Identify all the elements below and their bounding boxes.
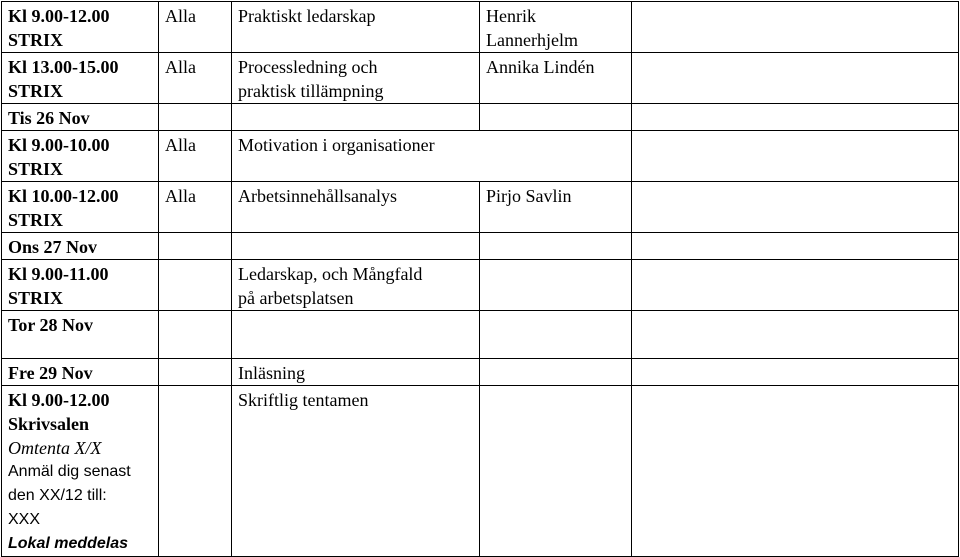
audience-cell: Alla [159,182,232,233]
empty-cell [159,104,232,131]
topic-cell [232,131,632,182]
day-text: Ons 27 Nov [8,237,98,257]
topic-cell [232,359,480,386]
day-heading [2,359,159,386]
empty-cell [159,233,232,260]
schedule-row [2,182,959,233]
empty-cell [632,233,959,260]
location-text: STRIX [8,30,64,50]
time-text: Kl 9.00-10.00 [8,135,110,155]
location-note: Lokal meddelas [8,535,129,552]
exam-cell [2,386,159,557]
lecturer-text: Annika Lindén [486,57,595,77]
retake-note: Omtenta X/X [8,438,102,458]
topic-cell [232,53,480,104]
lecturer-text: Lannerhjelm [486,30,578,50]
lecturer-text: Henrik [486,6,536,26]
empty-cell [632,2,959,53]
topic-text: Arbetsinnehållsanalys [238,186,397,206]
empty-cell [632,182,959,233]
lecturer-text: Pirjo Savlin [486,186,572,206]
empty-cell [480,233,632,260]
empty-cell [159,359,232,386]
location-text: STRIX [8,288,64,308]
topic-cell [232,311,480,359]
empty-cell [632,53,959,104]
time-text: Kl 9.00-11.00 [8,264,109,284]
audience-cell: Alla [159,131,232,182]
empty-cell [232,233,480,260]
location-text: STRIX [8,210,64,230]
lecturer-cell [480,53,632,104]
topic-text: praktisk tillämpning [238,81,384,101]
empty-cell [632,260,959,311]
empty-cell [632,131,959,182]
topic-text: Inläsning [238,363,305,383]
day-text: Tis 26 Nov [8,108,90,128]
empty-cell [159,386,232,557]
topic-text: Ledarskap, och Mångfald [238,264,423,284]
empty-cell [480,260,632,311]
schedule-row [2,233,959,260]
time-cell [2,53,159,104]
empty-cell [480,386,632,557]
time-cell [2,260,159,311]
topic-text: Skriftlig tentamen [238,390,369,410]
empty-cell [632,386,959,557]
lecturer-cell [480,2,632,53]
schedule-row [2,104,959,131]
empty-cell [632,311,959,359]
topic-text: Motivation i organisationer [238,135,435,155]
schedule-row [2,131,959,182]
topic-text: Praktiskt ledarskap [238,6,376,26]
topic-cell [232,260,480,311]
time-cell [2,131,159,182]
empty-cell [480,311,632,359]
topic-text: Processledning och [238,57,378,77]
topic-cell [232,2,480,53]
time-text: Kl 10.00-12.00 [8,186,119,206]
empty-cell [632,104,959,131]
empty-cell [159,260,232,311]
time-text: Kl 13.00-15.00 [8,57,119,77]
registration-note: Anmäl dig senast [8,463,131,480]
topic-cell [232,182,480,233]
time-cell [2,2,159,53]
empty-cell [480,359,632,386]
audience-cell: Alla [159,2,232,53]
time-text: Kl 9.00-12.00 [8,6,110,26]
schedule-row [2,53,959,104]
day-heading [2,311,159,359]
empty-cell [159,311,232,359]
schedule-row [2,311,959,359]
time-text: Kl 9.00-12.00 [8,390,110,410]
day-text: Fre 29 Nov [8,363,93,383]
audience-cell: Alla [159,53,232,104]
lecturer-cell [480,182,632,233]
topic-text: på arbetsplatsen [238,288,354,308]
empty-cell [232,104,480,131]
empty-cell [632,359,959,386]
topic-cell [232,386,480,557]
empty-cell [480,104,632,131]
schedule-row [2,2,959,53]
location-text: STRIX [8,159,64,179]
day-heading [2,233,159,260]
schedule-row [2,386,959,557]
schedule-row [2,359,959,386]
day-heading [2,104,159,131]
schedule-table [1,1,959,557]
registration-deadline: den XX/12 till: [8,487,107,504]
location-text: STRIX [8,81,64,101]
schedule-row [2,260,959,311]
time-cell [2,182,159,233]
day-text: Tor 28 Nov [8,315,94,335]
location-text: Skrivsalen [8,414,90,434]
registration-contact: XXX [8,511,41,528]
